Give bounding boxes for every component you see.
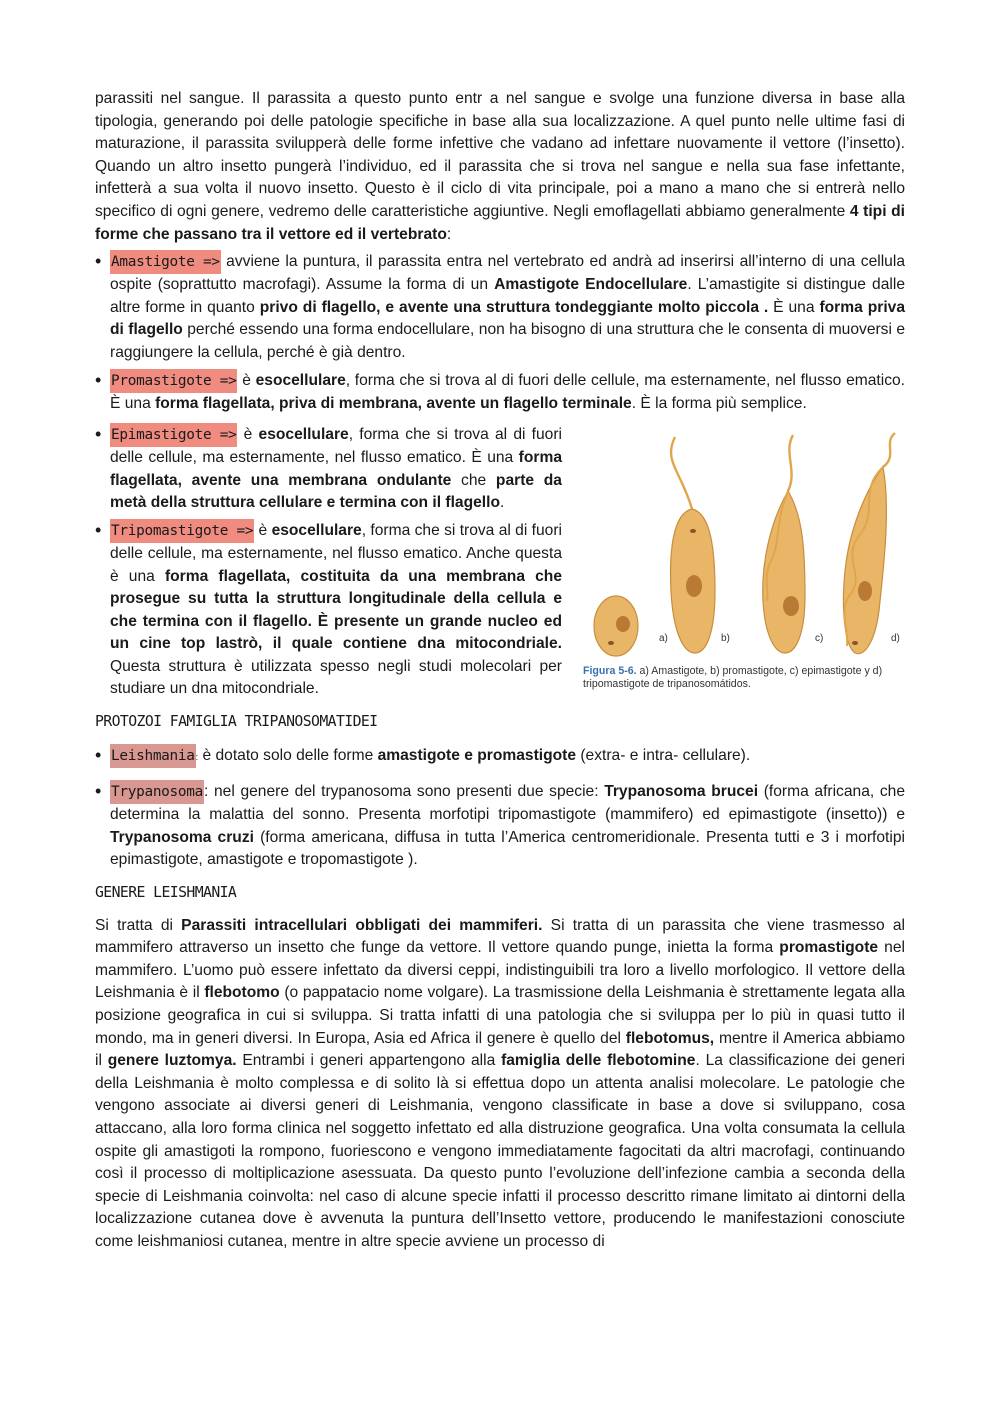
section-heading-leishmania: GENERE LEISHMANIA — [95, 884, 237, 902]
list-item-leishmania: • Leishmania: è dotato solo delle forme amastigote e promastigote (extra- e intra- cellulare). — [95, 744, 905, 769]
highlight-amastigote: Amastigote => — [110, 250, 221, 274]
list-item-epimastigote: • Epimastigote => è esocellulare, forma che si trova al di fuori delle cellule, ma esternamente, nel flusso ematico. È una forma flagellata, avente una membrana ondulante che parte da metà della struttura cellulare e termina con il flagello. — [95, 423, 562, 515]
document-page — [95, 88, 905, 1254]
figure-label-a: a) — [659, 633, 668, 645]
highlight-epimastigote: Epimastigote => — [110, 423, 237, 447]
cell-amastigote — [594, 596, 638, 656]
list-item-promastigote: • Promastigote => è esocellulare, forma che si trova al di fuori delle cellule, ma esternamente, nel flusso ematico. È una forma flagellata, priva di membrana, avente un flagello terminale. È la forma più semplice. — [95, 369, 905, 416]
highlight-trypanosoma: Trypanosoma — [110, 780, 204, 804]
figure-label-d: d) — [891, 633, 900, 645]
intro-paragraph: parassiti nel sangue. Il parassita a questo punto entr a nel sangue e svolge una funzione diversa in base alla tipologia, generando poi delle patologie specifiche in base alla sua localizzazione. A quel punto nelle ultime fasi di maturazione, il parassita svilupperà delle forme infettive che vadano ad infettare nuovamente il vettore (l’insetto). Quando un altro insetto pungerà l’individuo, ed il parassita che si trova nel sangue e nella sua fase infettante, infetterà a sua volta il nuovo insetto. Questo è il ciclo di vita principale, poi a mano a mano che si entrerà nello specifico di ogni genere, vedremo delle caratteristiche aggiuntive. Negli emoflagellati abbiamo generalmente 4 tipi di forme che passano tra il vettore ed il vertebrato: — [95, 90, 906, 243]
list-item-trypanosoma: • Trypanosoma: nel genere del trypanosoma sono presenti due specie: Trypanosoma brucei (forma africana, che determina la malattia del sonno. Presenta morfotipi tripomastigote (mammifero) ed epimastigote (insetto)) e Trypanosoma cruzi (forma americana, diffusa in tutta l’America centromeridionale. Presenta tutti e 3 i morfotipi epimastigote, amastigote e tropomastigote ). — [95, 780, 905, 872]
cell-promastigote — [671, 437, 715, 653]
highlight-tripomastigote: Tripomastigote => — [110, 519, 254, 543]
figure-trypanosomatid-forms — [583, 431, 905, 691]
cell-epimastigote — [763, 435, 805, 653]
left-column — [95, 419, 562, 701]
two-column-block — [95, 419, 905, 701]
leishmania-paragraph: Si tratta di Parassiti intracellulari obbligati dei mammiferi. Si tratta di un parassita che viene trasmesso al mammifero attraverso un insetto che funge da vettore. Il vettore quando punge, inietta la forma promastigote nel mammifero. L’uomo può essere infettato da diversi ceppi, indistinguibili tra loro a livello morfologico. Il vettore della Leishmania è il flebotomo (o pappatacio nome volgare). La trasmissione della Leishmania è strettamente legata alla posizione geografica in cui si sviluppa. Si tratta infatti di una patologia che si sviluppa per lo più in quasi tutto il mondo, ma in generi diversi. In Europa, Asia ed Africa il genere è quello del flebotomus, mentre il America abbiamo il genere luztomya. Entrambi i generi appartengono alla famiglia delle flebotomine. La classificazione dei generi della Leishmania è molto complessa e di solito là si effettua dopo un attenta analisi molecolare. Le patologie che vengono associate ai diversi generi di Leishmania, vengono classificate in base a dove si sviluppano, cosa attaccano, alla loro forma clinica nel soggetto infettato ed alla distruzione geografica. Una volta consumata la cellula ospite gli amastigoti la rompono, fuoriescono e vengono immediatamente fagocitati da altri macrofagi, continuando così il processo di moltiplicazione asessuata. Da questo punto l’evoluzione dell’infezione cambia a seconda della specie di Leishmania coinvolta: nel caso di alcune specie infatti il processo descritto rimane limitato ai dintorni della localizzazione cutanea dove è avvenuta la puntura dell’Insetto vettore, producendo le manifestazioni conosciute come leishmaniosi cutanea, mentre in altre specie avviene un processo di — [95, 916, 906, 1250]
cell-tripomastigote — [843, 433, 895, 654]
figure-caption: Figura 5-6. a) Amastigote, b) promastigote, c) epimastigote y d) tripomastigote de tripanosomátidos. — [583, 665, 883, 691]
highlight-leishmania: Leishmania — [110, 744, 196, 768]
list-item-tripomastigote: • Tripomastigote => è esocellulare, forma che si trova al di fuori delle cellule, ma esternamente, nel flusso ematico. Anche questa è una forma flagellata, costituita da una membrana che prosegue su tutta la struttura longitudinale della cellula e che termina con il flagello. È presente un grande nucleo ed un cine top lastrò, il quale contiene dna mitocondriale. Questa struttura è utilizzata spesso negli studi molecolari per studiare un dna mitocondriale. — [95, 519, 562, 701]
list-item-amastigote: • Amastigote => avviene la puntura, il parassita entra nel vertebrato ed andrà ad inserirsi all’interno di una cellula ospite (soprattutto macrofagi). Assume la forma di un Amastigote Endocellulare. L’amastigite si distingue dalle altre forme in quanto privo di flagello, e avente una struttura tondeggiante molto piccola . È una forma priva di flagello perché essendo una forma endocellulare, non ha bisogno di una struttura che le consenta di muoversi e raggiungere la cellula, perché è già dentro. — [95, 250, 905, 364]
section-heading-tripanosomatidei: PROTOZOI FAMIGLIA TRIPANOSOMATIDEI — [95, 713, 378, 731]
highlight-promastigote: Promastigote => — [110, 369, 237, 393]
figure-label-b: b) — [721, 633, 730, 645]
figure-label-c: c) — [815, 633, 824, 645]
figure-illustration — [583, 431, 905, 663]
